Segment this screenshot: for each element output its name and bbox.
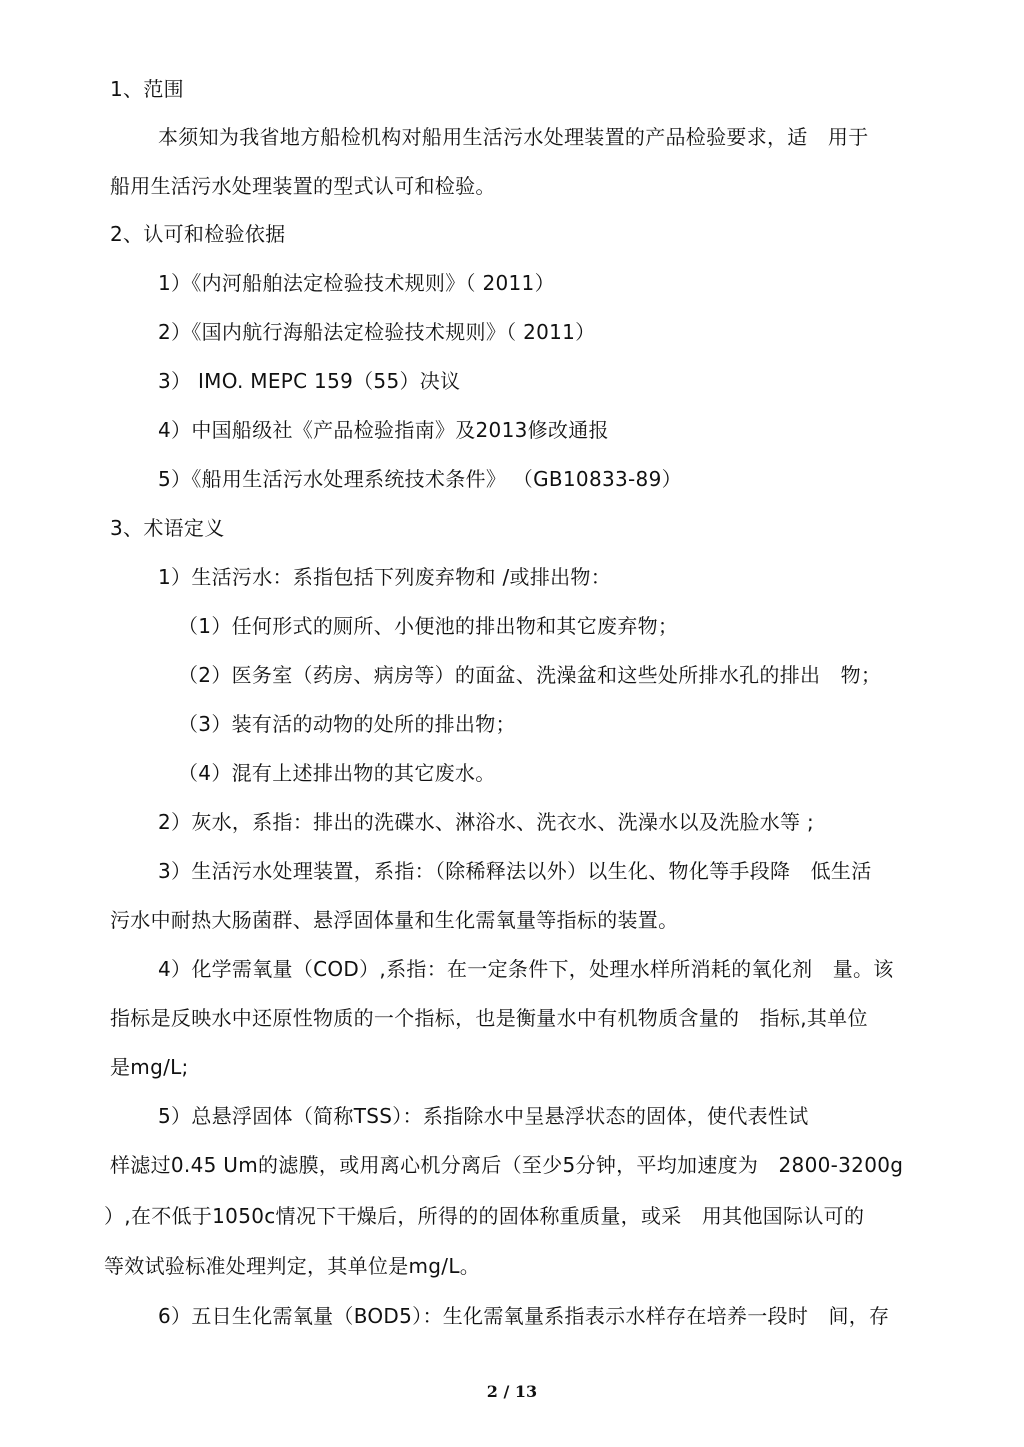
- reference-item-4: 4）中国船级社《产品检验指南》及2013修改通报: [158, 418, 609, 442]
- definition-1-sub-1: （1）任何形式的厕所、小便池的排出物和其它废弃物；: [178, 614, 679, 638]
- definition-1: 1）生活污水：系指包括下列废弃物和 /或排出物：: [158, 565, 612, 589]
- definition-2: 2）灰水，系指：排出的洗碟水、淋浴水、洗衣水、洗澡水以及洗脸水等 ;: [158, 810, 815, 834]
- section-1-paragraph-line-1: 本须知为我省地方船检机构对船用生活污水处理装置的产品检验要求，适 用于: [158, 125, 869, 149]
- definition-5-line-4: 等效试验标准处理判定，其单位是mg/L。: [104, 1254, 481, 1278]
- page-number: 2 / 13: [486, 1382, 538, 1401]
- definition-5-line-1: 5）总悬浮固体（简称TSS）：系指除水中呈悬浮状态的固体，使代表性试: [158, 1104, 809, 1128]
- definition-5-line-2: 样滤过0.45 Um的滤膜，或用离心机分离后（至少5分钟，平均加速度为 2800-3200g: [110, 1153, 904, 1177]
- reference-item-5: 5）《船用生活污水处理系统技术条件》 （GB10833-89）: [158, 467, 682, 491]
- definition-1-sub-2: （2）医务室（药房、病房等）的面盆、洗澡盆和这些处所排水孔的排出 物；: [178, 663, 882, 687]
- definition-1-sub-3: （3）装有活的动物的处所的排出物；: [178, 712, 516, 736]
- reference-item-2: 2）《国内航行海船法定检验技术规则》（ 2011）: [158, 320, 596, 344]
- reference-item-3: 3） IMO. MEPC 159（55）决议: [158, 369, 461, 393]
- section-1-heading: 1、范围: [110, 77, 184, 101]
- definition-3-line-2: 污水中耐热大肠菌群、悬浮固体量和生化需氧量等指标的装置。: [110, 908, 679, 932]
- definition-5-line-3: ）,在不低于1050c情况下干燥后，所得的的固体称重质量，或采 用其他国际认可的: [104, 1204, 865, 1228]
- definition-4-line-1: 4）化学需氧量（COD）,系指：在一定条件下，处理水样所消耗的氧化剂 量。该: [158, 957, 894, 981]
- section-3-heading: 3、术语定义: [110, 516, 225, 540]
- reference-item-1: 1）《内河船舶法定检验技术规则》（ 2011）: [158, 271, 555, 295]
- section-2-heading: 2、认可和检验依据: [110, 222, 286, 246]
- definition-4-line-3: 是mg/L;: [110, 1055, 189, 1079]
- section-1-paragraph-line-2: 船用生活污水处理装置的型式认可和检验。: [110, 174, 496, 198]
- definition-4-line-2: 指标是反映水中还原性物质的一个指标，也是衡量水中有机物质含量的 指标,其单位: [110, 1006, 868, 1030]
- definition-6-line-1: 6）五日生化需氧量（BOD5）：生化需氧量系指表示水样存在培养一段时 间，存: [158, 1304, 890, 1328]
- definition-1-sub-4: （4）混有上述排出物的其它废水。: [178, 761, 496, 785]
- definition-3-line-1: 3）生活污水处理装置，系指：（除稀释法以外）以生化、物化等手段降 低生活: [158, 859, 872, 883]
